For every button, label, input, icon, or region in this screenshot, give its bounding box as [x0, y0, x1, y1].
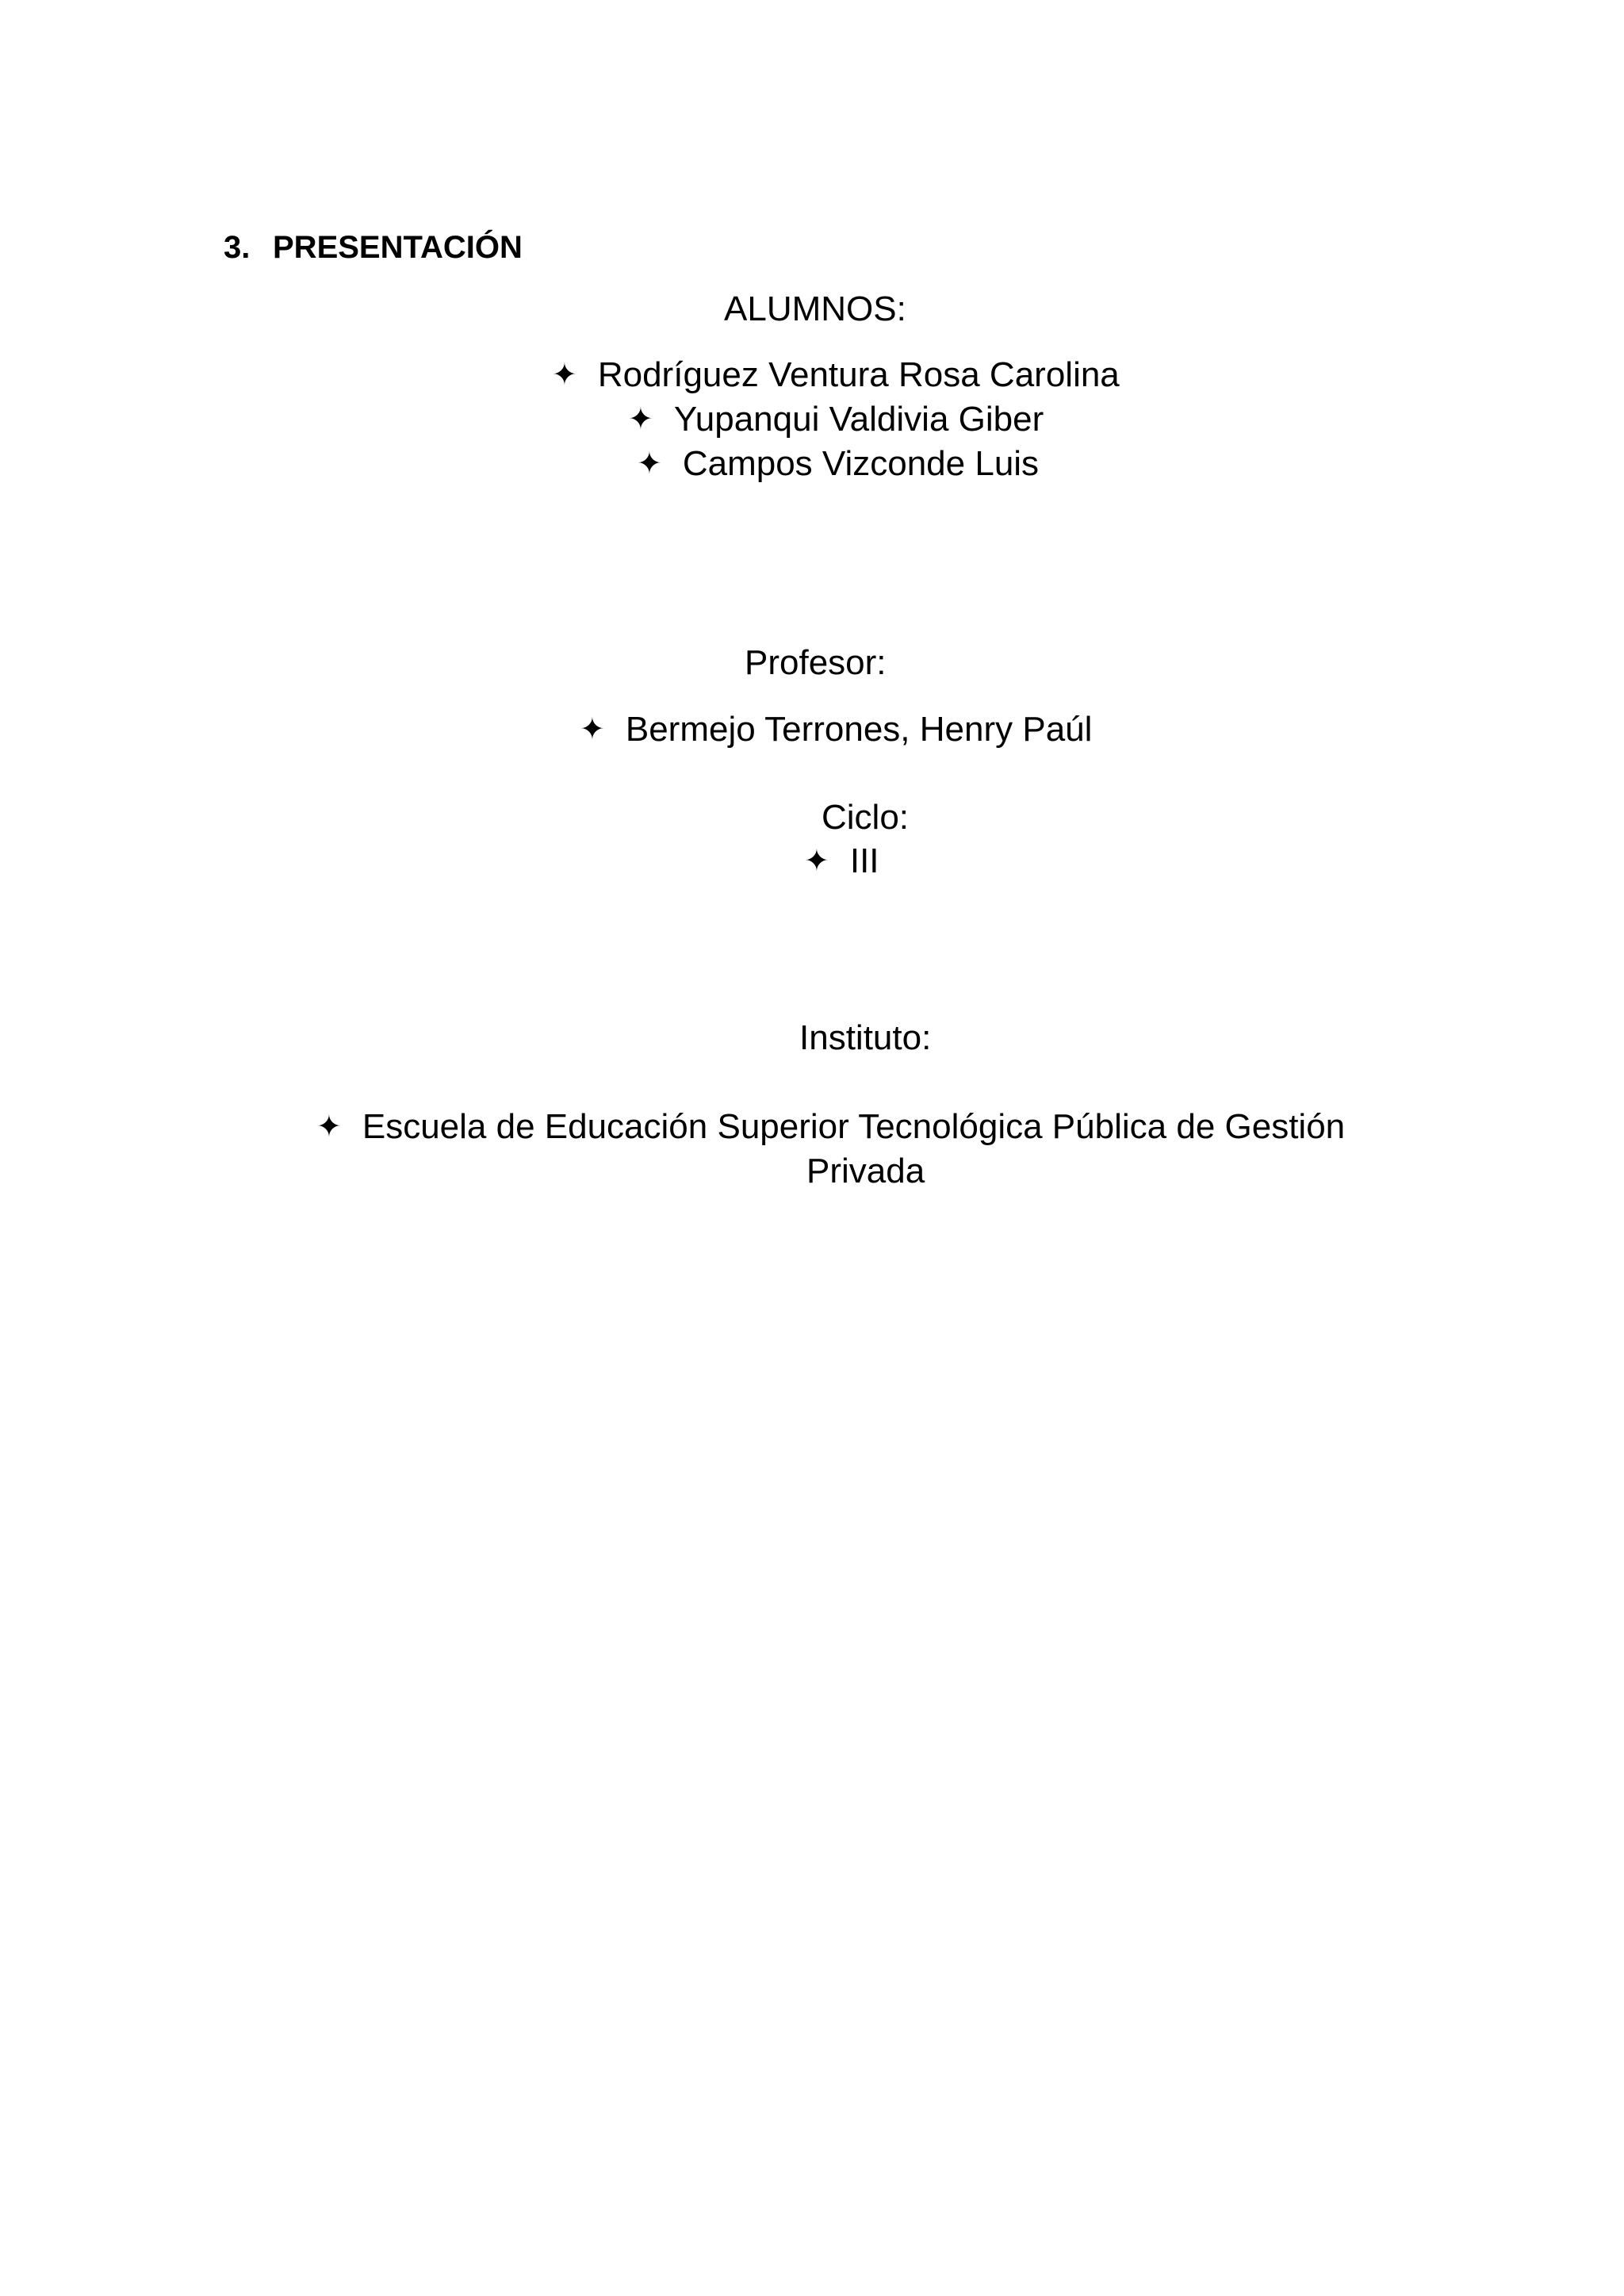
section-title: PRESENTACIÓN — [273, 230, 523, 265]
institute-item: ✦ Escuela de Educación Superior Tecnológica Pública de Gestión — [316, 1107, 1346, 1146]
cycle-item: ✦ III — [804, 841, 879, 880]
professor-item: ✦ Bermejo Terrones, Henry Paúl — [580, 710, 1093, 749]
cycle-label: Ciclo: — [822, 798, 910, 837]
professor-label: Profesor: — [745, 643, 887, 682]
star-bullet-icon: ✦ — [316, 1109, 342, 1144]
section-heading — [224, 230, 523, 266]
star-bullet-icon: ✦ — [552, 357, 577, 392]
star-bullet-icon: ✦ — [628, 401, 653, 436]
institute-label: Instituto: — [799, 1018, 932, 1057]
section-number: 3. — [224, 230, 251, 265]
student-item: ✦ Campos Vizconde Luis — [637, 444, 1040, 483]
star-bullet-icon: ✦ — [804, 843, 829, 878]
student-item: ✦ Rodríguez Ventura Rosa Carolina — [552, 355, 1120, 394]
star-bullet-icon: ✦ — [580, 711, 605, 746]
students-label: ALUMNOS: — [724, 289, 906, 328]
star-bullet-icon: ✦ — [637, 446, 662, 481]
institute-item-continuation: Privada — [806, 1152, 925, 1190]
student-item: ✦ Yupanqui Valdivia Giber — [628, 400, 1044, 439]
